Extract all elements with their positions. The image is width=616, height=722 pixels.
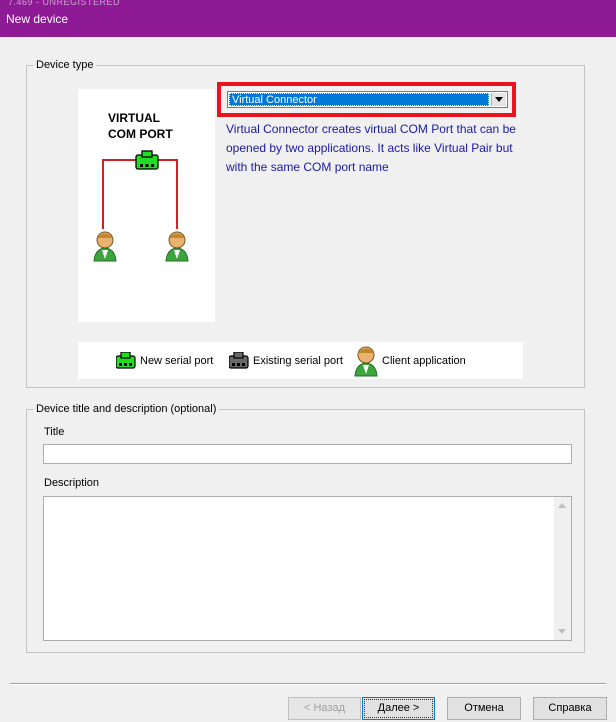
device-type-select[interactable] <box>227 91 508 108</box>
person-icon <box>354 344 378 377</box>
next-button[interactable] <box>362 697 435 720</box>
description-scrollbar[interactable] <box>554 497 571 640</box>
cancel-button[interactable]: Отмена <box>447 697 521 720</box>
scroll-up-icon[interactable] <box>558 503 566 508</box>
legend-existing-port-label: Existing serial port <box>253 354 343 367</box>
footer-divider <box>10 683 606 685</box>
device-diagram <box>78 89 215 322</box>
window-title: New device <box>6 12 69 26</box>
device-type-description: Virtual Connector creates virtual COM Port that can be opened by two applications. It acts like Virtual Pair but with the same COM port name <box>226 122 516 174</box>
description-label: Description <box>44 477 100 489</box>
title-label: Title <box>44 426 65 438</box>
back-button[interactable]: < Назад <box>288 697 361 720</box>
person-icon <box>94 232 116 261</box>
device-info-group-label: Device title and description (optional) <box>33 402 219 416</box>
title-input[interactable] <box>43 444 572 464</box>
port-gray-icon <box>229 352 249 370</box>
legend-client-app-label: Client application <box>382 354 466 367</box>
legend-new-port <box>116 342 213 379</box>
background-window-title: 7.469 - UNREGISTERED <box>8 0 121 7</box>
chevron-down-icon[interactable] <box>491 93 506 106</box>
legend-bar <box>78 342 523 379</box>
diagram-title: VIRTUAL COM PORT <box>108 111 173 141</box>
device-type-group-label: Device type <box>33 58 96 72</box>
device-type-selected-value[interactable]: Virtual Connector <box>229 93 489 106</box>
person-icon <box>166 232 188 261</box>
help-button[interactable]: Справка <box>533 697 607 720</box>
new-port-icon <box>136 151 158 169</box>
port-green-icon <box>116 352 136 370</box>
diagram-wires <box>103 160 177 229</box>
legend-client-app <box>354 342 466 379</box>
scroll-down-icon[interactable] <box>558 629 566 634</box>
legend-existing-port <box>229 342 343 379</box>
next-button-label: Далее > <box>364 699 433 718</box>
legend-new-port-label: New serial port <box>140 354 214 367</box>
diagram-graphic <box>78 89 215 322</box>
title-bar <box>0 0 616 37</box>
description-textarea[interactable] <box>43 496 572 641</box>
